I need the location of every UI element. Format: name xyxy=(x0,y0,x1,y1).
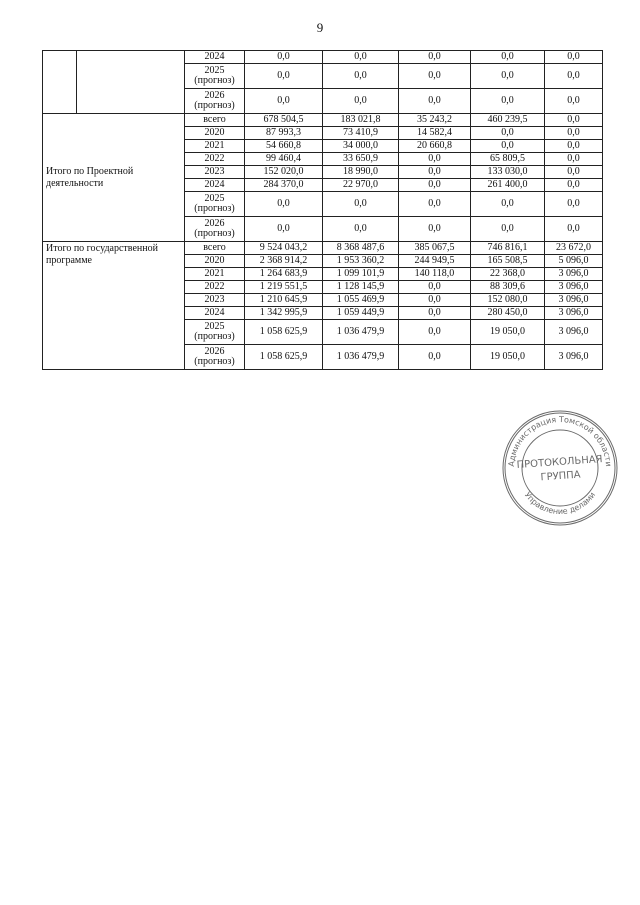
value-cell: 165 508,5 xyxy=(471,255,545,268)
blank-cell xyxy=(77,51,185,114)
value-cell: 0,0 xyxy=(471,140,545,153)
value-cell: 0,0 xyxy=(545,89,603,114)
year-cell xyxy=(185,255,245,268)
value-cell: 88 309,6 xyxy=(471,281,545,294)
value-cell: 8 368 487,6 xyxy=(323,242,399,255)
table-row xyxy=(43,242,603,255)
year-note: (прогноз) xyxy=(194,75,235,86)
value-cell: 23 672,0 xyxy=(545,242,603,255)
value-cell: 0,0 xyxy=(545,64,603,89)
value-cell: 0,0 xyxy=(399,51,471,64)
value-cell: 0,0 xyxy=(245,64,323,89)
value-cell: 0,0 xyxy=(245,89,323,114)
value-cell: 19 050,0 xyxy=(471,345,545,370)
value-cell: 19 050,0 xyxy=(471,320,545,345)
year-label: 2024 xyxy=(204,179,225,190)
value-cell: 1 210 645,9 xyxy=(245,294,323,307)
year-cell xyxy=(185,51,245,64)
value-cell: 0,0 xyxy=(471,192,545,217)
value-cell: 2 368 914,2 xyxy=(245,255,323,268)
value-cell: 678 504,5 xyxy=(245,114,323,127)
year-label: 2023 xyxy=(204,166,225,177)
year-label: 2021 xyxy=(204,268,225,279)
value-cell: 0,0 xyxy=(471,64,545,89)
value-cell: 0,0 xyxy=(323,64,399,89)
value-cell: 152 080,0 xyxy=(471,294,545,307)
value-cell: 0,0 xyxy=(471,89,545,114)
year-note: (прогноз) xyxy=(194,228,235,239)
year-label: 2021 xyxy=(204,140,225,151)
year-note: (прогноз) xyxy=(194,100,235,111)
year-label: 2022 xyxy=(204,281,225,292)
year-note: (прогноз) xyxy=(194,356,235,367)
value-cell: 0,0 xyxy=(245,217,323,242)
value-cell: 1 264 683,9 xyxy=(245,268,323,281)
value-cell: 20 660,8 xyxy=(399,140,471,153)
year-label: 2024 xyxy=(204,51,225,62)
value-cell: 0,0 xyxy=(545,140,603,153)
value-cell: 183 021,8 xyxy=(323,114,399,127)
value-cell: 0,0 xyxy=(399,217,471,242)
value-cell: 0,0 xyxy=(545,127,603,140)
value-cell: 0,0 xyxy=(399,294,471,307)
value-cell: 0,0 xyxy=(245,51,323,64)
value-cell: 140 118,0 xyxy=(399,268,471,281)
value-cell: 0,0 xyxy=(399,345,471,370)
value-cell: 244 949,5 xyxy=(399,255,471,268)
year-label: 2025 xyxy=(204,321,225,332)
year-note: (прогноз) xyxy=(194,203,235,214)
value-cell: 1 036 479,9 xyxy=(323,345,399,370)
year-label: 2020 xyxy=(204,255,225,266)
value-cell: 35 243,2 xyxy=(399,114,471,127)
stamp-outer-text: Администрация Томской области xyxy=(506,414,614,467)
value-cell: 1 059 449,9 xyxy=(323,307,399,320)
value-cell: 0,0 xyxy=(323,89,399,114)
value-cell: 1 036 479,9 xyxy=(323,320,399,345)
value-cell: 460 239,5 xyxy=(471,114,545,127)
value-cell: 5 096,0 xyxy=(545,255,603,268)
value-cell: 1 099 101,9 xyxy=(323,268,399,281)
year-cell xyxy=(185,166,245,179)
value-cell: 0,0 xyxy=(545,166,603,179)
value-cell: 73 410,9 xyxy=(323,127,399,140)
year-cell xyxy=(185,89,245,114)
year-label: 2020 xyxy=(204,127,225,138)
table-row xyxy=(43,114,603,127)
value-cell: 1 055 469,9 xyxy=(323,294,399,307)
value-cell: 3 096,0 xyxy=(545,345,603,370)
year-label: 2026 xyxy=(204,218,225,229)
year-cell xyxy=(185,179,245,192)
value-cell: 0,0 xyxy=(399,320,471,345)
year-note: (прогноз) xyxy=(194,331,235,342)
year-cell xyxy=(185,114,245,127)
year-cell xyxy=(185,345,245,370)
value-cell: 9 524 043,2 xyxy=(245,242,323,255)
value-cell: 33 650,9 xyxy=(323,153,399,166)
stamp-center-line1: ПРОТОКОЛЬНАЯ xyxy=(516,454,603,472)
value-cell: 0,0 xyxy=(399,89,471,114)
value-cell: 54 660,8 xyxy=(245,140,323,153)
year-cell xyxy=(185,242,245,255)
value-cell: 0,0 xyxy=(399,281,471,294)
stamp-bottom-text: Управление делами xyxy=(522,490,598,517)
value-cell: 152 020,0 xyxy=(245,166,323,179)
value-cell: 3 096,0 xyxy=(545,268,603,281)
year-cell xyxy=(185,127,245,140)
value-cell: 22 368,0 xyxy=(471,268,545,281)
value-cell: 261 400,0 xyxy=(471,179,545,192)
year-cell xyxy=(185,307,245,320)
value-cell: 0,0 xyxy=(323,192,399,217)
value-cell: 0,0 xyxy=(399,166,471,179)
value-cell: 18 990,0 xyxy=(323,166,399,179)
year-label: 2023 xyxy=(204,294,225,305)
value-cell: 22 970,0 xyxy=(323,179,399,192)
value-cell: 65 809,5 xyxy=(471,153,545,166)
value-cell: 0,0 xyxy=(399,192,471,217)
value-cell: 3 096,0 xyxy=(545,281,603,294)
section-label: Итого по государственной программе xyxy=(43,242,185,370)
value-cell: 0,0 xyxy=(545,192,603,217)
value-cell: 3 096,0 xyxy=(545,307,603,320)
year-cell xyxy=(185,294,245,307)
year-label: 2024 xyxy=(204,307,225,318)
year-label: всего xyxy=(203,114,226,125)
year-label: 2026 xyxy=(204,346,225,357)
year-cell xyxy=(185,64,245,89)
year-cell xyxy=(185,140,245,153)
blank-cell xyxy=(43,51,77,114)
value-cell: 0,0 xyxy=(245,192,323,217)
year-cell xyxy=(185,153,245,166)
value-cell: 0,0 xyxy=(545,51,603,64)
value-cell: 1 128 145,9 xyxy=(323,281,399,294)
value-cell: 1 058 625,9 xyxy=(245,320,323,345)
value-cell: 1 058 625,9 xyxy=(245,345,323,370)
value-cell: 1 342 995,9 xyxy=(245,307,323,320)
year-label: 2025 xyxy=(204,193,225,204)
value-cell: 1 953 360,2 xyxy=(323,255,399,268)
table-row xyxy=(43,51,603,64)
value-cell: 0,0 xyxy=(399,307,471,320)
value-cell: 0,0 xyxy=(399,179,471,192)
value-cell: 0,0 xyxy=(399,64,471,89)
year-cell xyxy=(185,217,245,242)
value-cell: 0,0 xyxy=(399,153,471,166)
value-cell: 0,0 xyxy=(545,153,603,166)
value-cell: 3 096,0 xyxy=(545,320,603,345)
year-label: 2022 xyxy=(204,153,225,164)
value-cell: 34 000,0 xyxy=(323,140,399,153)
value-cell: 0,0 xyxy=(545,114,603,127)
value-cell: 280 450,0 xyxy=(471,307,545,320)
year-cell xyxy=(185,268,245,281)
year-label: всего xyxy=(203,242,226,253)
value-cell: 1 219 551,5 xyxy=(245,281,323,294)
value-cell: 385 067,5 xyxy=(399,242,471,255)
budget-table xyxy=(42,50,603,370)
value-cell: 133 030,0 xyxy=(471,166,545,179)
page-number: 9 xyxy=(316,20,324,35)
value-cell: 284 370,0 xyxy=(245,179,323,192)
value-cell: 0,0 xyxy=(471,217,545,242)
value-cell: 0,0 xyxy=(545,217,603,242)
stamp-center-line2: ГРУППА xyxy=(540,469,581,484)
official-seal-stamp xyxy=(500,408,620,528)
value-cell: 99 460,4 xyxy=(245,153,323,166)
value-cell: 0,0 xyxy=(545,179,603,192)
year-label: 2026 xyxy=(204,90,225,101)
value-cell: 746 816,1 xyxy=(471,242,545,255)
value-cell: 0,0 xyxy=(323,51,399,64)
year-label: 2025 xyxy=(204,65,225,76)
value-cell: 0,0 xyxy=(471,127,545,140)
value-cell: 0,0 xyxy=(471,51,545,64)
value-cell: 87 993,3 xyxy=(245,127,323,140)
year-cell xyxy=(185,281,245,294)
section-label: Итого по Проектной деятельности xyxy=(43,114,185,242)
value-cell: 14 582,4 xyxy=(399,127,471,140)
year-cell xyxy=(185,320,245,345)
year-cell xyxy=(185,192,245,217)
value-cell: 3 096,0 xyxy=(545,294,603,307)
value-cell: 0,0 xyxy=(323,217,399,242)
